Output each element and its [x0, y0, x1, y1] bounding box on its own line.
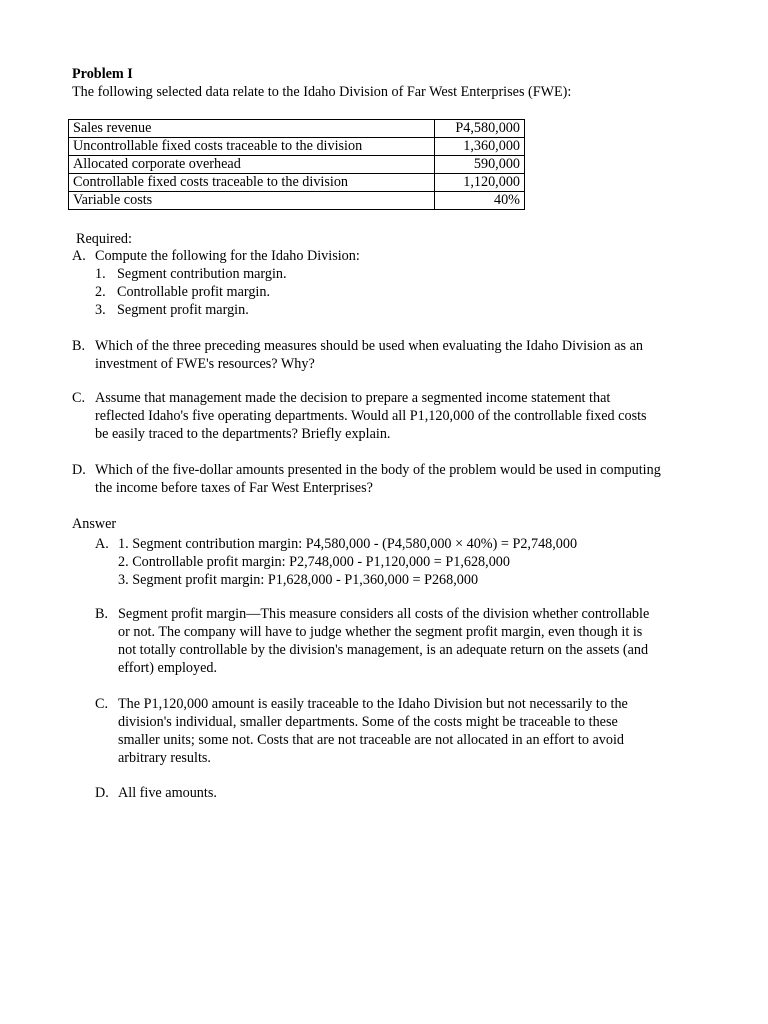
item-line: be easily traced to the departments? Briefly explain. — [95, 426, 391, 442]
item-line: 2. Controllable profit margin: P2,748,000 - P1,120,000 = P1,628,000 — [118, 554, 510, 570]
sub-item-text: Segment contribution margin. — [117, 266, 287, 282]
sub-item-number: 1. — [95, 266, 106, 282]
item-line: smaller units; some not. Costs that are not traceable are not allocated in an effort to avoid — [118, 732, 624, 748]
table-cell-value: 1,360,000 — [435, 138, 525, 156]
sub-item-number: 3. — [95, 302, 106, 318]
item-letter: A. — [72, 248, 86, 264]
sub-item-text: Segment profit margin. — [117, 302, 249, 318]
item-letter: B. — [95, 606, 109, 622]
table-cell-label: Uncontrollable fixed costs traceable to the division — [69, 138, 435, 156]
item-line: division's individual, smaller departments. Some of the costs might be traceable to these — [118, 714, 618, 730]
item-line: Segment profit margin—This measure considers all costs of the division whether controllable — [118, 606, 650, 622]
problem-title: Problem I — [72, 66, 133, 82]
table-cell-label: Allocated corporate overhead — [69, 156, 435, 174]
table-cell-label: Variable costs — [69, 192, 435, 210]
table-row — [69, 192, 525, 210]
item-letter: B. — [72, 338, 86, 354]
table-row — [69, 156, 525, 174]
item-text: Compute the following for the Idaho Division: — [95, 248, 360, 264]
sub-item-text: Controllable profit margin. — [117, 284, 271, 300]
item-line: not totally controllable by the division's management, is an adequate return on the assets (and — [118, 642, 649, 658]
data-table — [68, 119, 525, 210]
item-letter: C. — [72, 390, 86, 406]
item-letter: C. — [95, 696, 109, 712]
item-line: effort) employed. — [118, 660, 218, 676]
table-row — [69, 138, 525, 156]
item-letter: D. — [95, 785, 109, 801]
table-row — [69, 120, 525, 138]
item-line: 1. Segment contribution margin: P4,580,000 - (P4,580,000 × 40%) = P2,748,000 — [118, 536, 578, 552]
table-cell-value: 40% — [435, 192, 525, 210]
item-letter: D. — [72, 462, 86, 478]
table-cell-value: 590,000 — [435, 156, 525, 174]
item-line: Which of the three preceding measures should be used when evaluating the Idaho Division as an — [95, 338, 644, 354]
item-line: The P1,120,000 amount is easily traceable to the Idaho Division but not necessarily to the — [118, 696, 628, 712]
required-heading: Required: — [76, 231, 132, 247]
item-line: or not. The company will have to judge whether the segment profit margin, even though it is — [118, 624, 643, 640]
table-cell-label: Sales revenue — [69, 120, 435, 138]
problem-intro: The following selected data relate to the Idaho Division of Far West Enterprises (FWE): — [72, 84, 572, 100]
item-line: All five amounts. — [118, 785, 217, 801]
item-line: investment of FWE's resources? Why? — [95, 356, 315, 372]
item-line: Assume that management made the decision to prepare a segmented income statement that — [95, 390, 611, 406]
item-line: the income before taxes of Far West Enterprises? — [95, 480, 373, 496]
item-line: Which of the five-dollar amounts presented in the body of the problem would be used in computing — [95, 462, 661, 478]
table-row — [69, 174, 525, 192]
table-cell-value: P4,580,000 — [435, 120, 525, 138]
item-line: arbitrary results. — [118, 750, 211, 766]
sub-item-number: 2. — [95, 284, 106, 300]
item-line: 3. Segment profit margin: P1,628,000 - P1,360,000 = P268,000 — [118, 572, 479, 588]
item-line: reflected Idaho's five operating departments. Would all P1,120,000 of the controllable fixed costs — [95, 408, 647, 424]
table-cell-label: Controllable fixed costs traceable to the division — [69, 174, 435, 192]
answer-heading: Answer — [72, 516, 117, 532]
table-cell-value: 1,120,000 — [435, 174, 525, 192]
item-letter: A. — [95, 536, 109, 552]
